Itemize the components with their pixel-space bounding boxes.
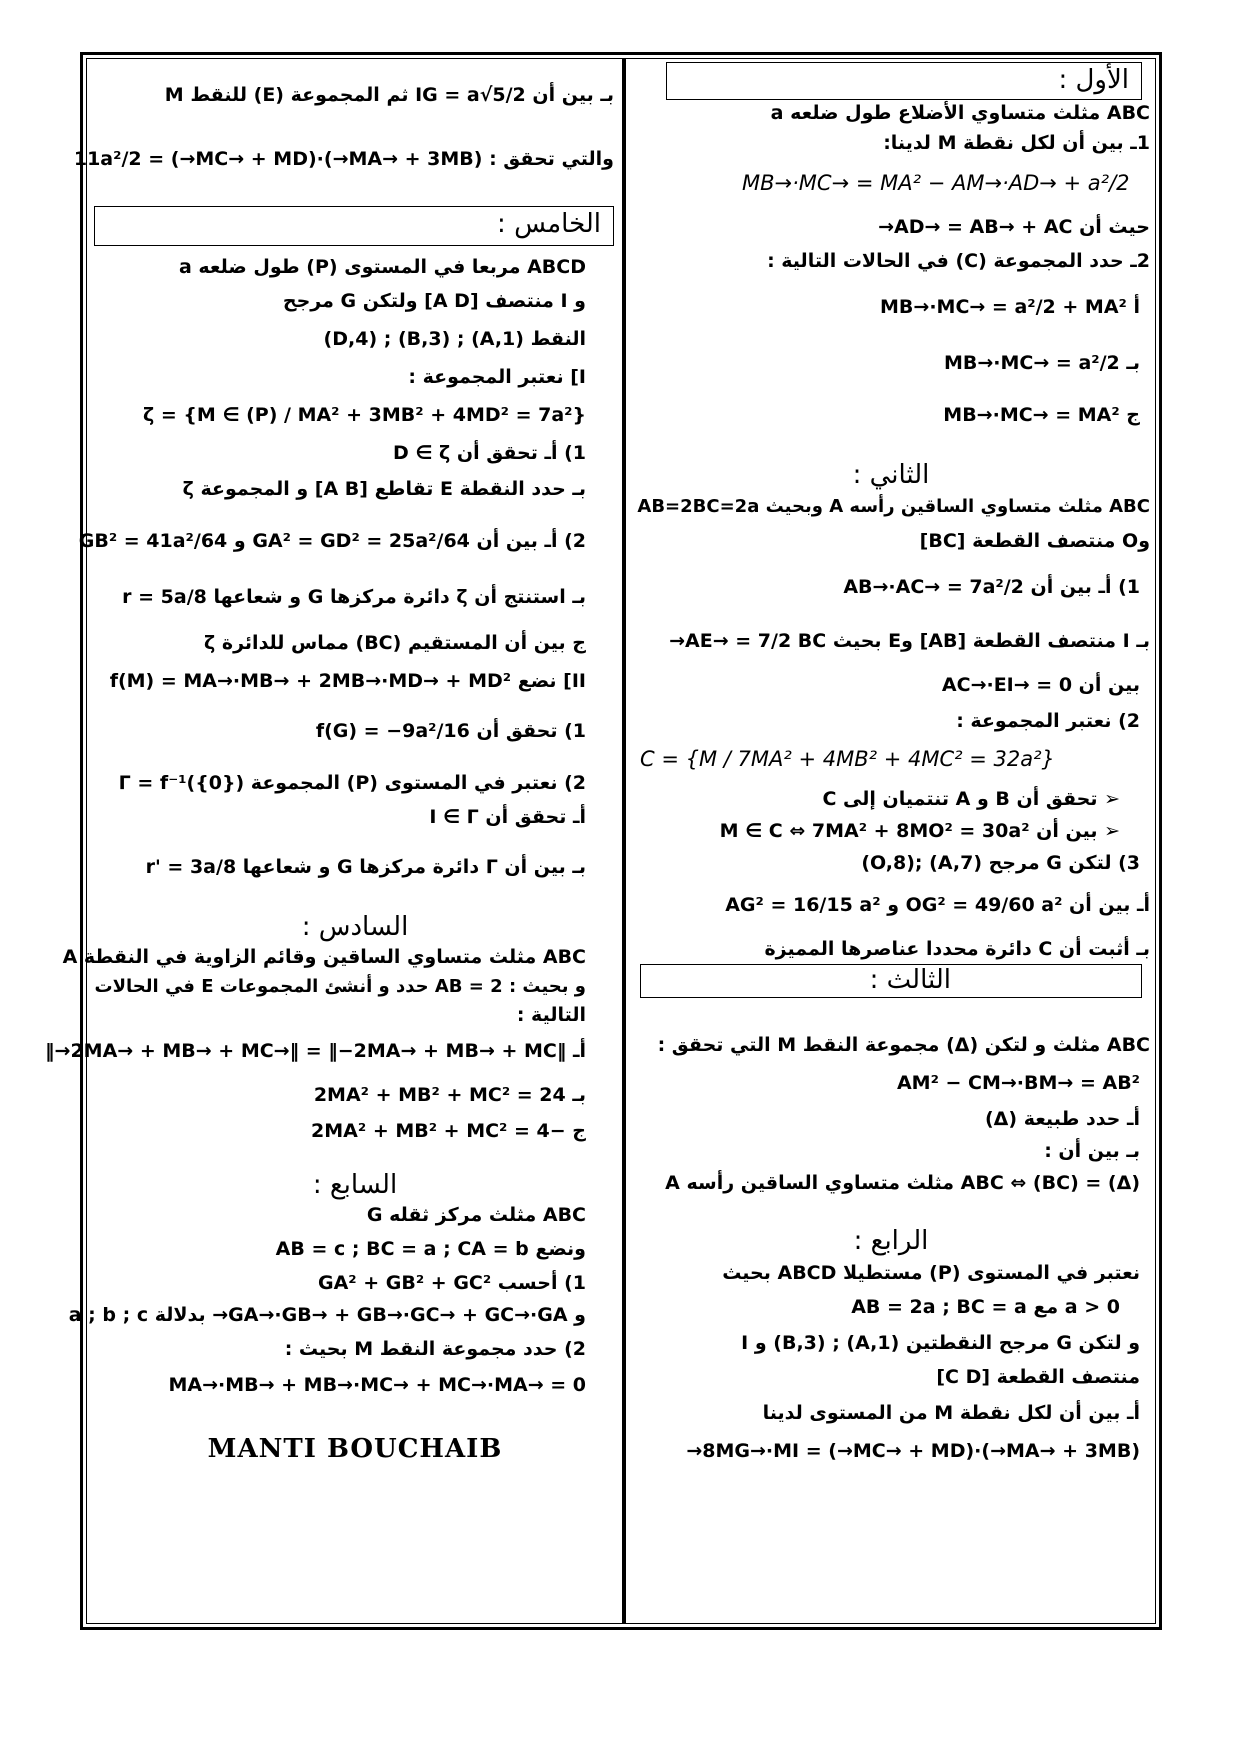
ex4-cont-line-2: والتي تحقق : (MA→ + 3MB→)·(MC→ + MD→) = 11a²/2	[73, 148, 614, 170]
exercise-1-title-box	[666, 62, 1142, 100]
exercise-4-title: الرابع :	[853, 1226, 929, 1256]
ex6-line-4: أـ ‖2MA→ + MB→ + MC→‖ = ‖−2MA→ + MB→ + MC→‖	[45, 1040, 586, 1062]
exercise-6-title: السادس :	[301, 912, 409, 942]
ex4-line-5: أـ بين أن لكل نقطة M من المستوى لدينا	[762, 1402, 1140, 1424]
exercise-3-title: الثالث :	[869, 965, 951, 995]
ex4-line-3: و لتكن G مرجح النقطتين (A,1) ; (B,3) و I	[741, 1332, 1140, 1354]
ex5-line-2: و I منتصف [A D] ولتكن G مرجح	[282, 290, 586, 312]
ex2-line-10: 3) لتكن G مرجح (A,7) ;(O,8)	[861, 852, 1140, 874]
right-column	[632, 62, 1150, 1618]
ex4-cont-line-1: بـ بين أن IG = a√5/2 ثم المجموعة (E) للنقط M	[164, 84, 614, 106]
ex4-line-4: منتصف القطعة [C D]	[936, 1366, 1140, 1388]
ex1-line-8: ج MB→·MC→ = MA²	[943, 404, 1140, 426]
left-column	[45, 62, 616, 1618]
ex5-line-13: 2) نعتبر في المستوى (P) المجموعة Γ = f⁻¹({0})	[118, 772, 586, 794]
ex5-line-11: II] نضع f(M) = MA→·MB→ + 2MB→·MD→ + MD²	[109, 670, 586, 692]
ex2-line-12: بـ أثبت أن C دائرة محددا عناصرها المميزة	[764, 938, 1150, 960]
ex2-line-7: C = {M / 7MA² + 4MB² + 4MC² = 32a²}	[640, 747, 1055, 771]
ex3-line-1: ABC مثلث و لتكن (Δ) مجموعة النقط M التي تحقق :	[657, 1034, 1150, 1056]
exercise-2-title: الثاني :	[852, 460, 930, 490]
ex6-line-5: بـ 2MA² + MB² + MC² = 24	[313, 1084, 586, 1106]
ex2-line-4: بـ I منتصف القطعة [AB] وE بحيث AE→ = 7/2 BC→	[669, 630, 1150, 652]
ex3-line-5: (Δ) = (BC) ⇔ ABC مثلث متساوي الساقين رأسه A	[665, 1172, 1140, 1194]
ex1-line-1: ABC مثلث متساوي الأضلاع طول ضلعه a	[770, 102, 1150, 124]
ex3-line-2: AM² − CM→·BM→ = AB²	[896, 1072, 1140, 1094]
column-divider	[622, 58, 626, 1624]
ex5-line-10: ج بين أن المستقيم (BC) مماس للدائرة ζ	[204, 632, 586, 654]
ex1-line-7: بـ MB→·MC→ = a²/2	[944, 352, 1140, 374]
ex3-line-3: أـ حدد طبيعة (Δ)	[984, 1108, 1140, 1130]
ex2-line-2: وO منتصف القطعة [BC]	[919, 530, 1150, 552]
ex3-line-4: بـ بين أن :	[1044, 1140, 1140, 1162]
exercise-1-title: الأول :	[1058, 65, 1129, 95]
ex7-line-4: و GA→·GB→ + GB→·GC→ + GC→·GA→ بدلالة a ; b ; c	[68, 1304, 586, 1326]
ex5-line-4: I] نعتبر المجموعة :	[408, 366, 586, 388]
author-name: MANTI BOUCHAIB	[207, 1434, 503, 1464]
ex5-line-1: ABCD مربعا في المستوى (P) طول ضلعه a	[178, 256, 586, 278]
ex4-line-6: (MA→ + 3MB→)·(MC→ + MD→) = 8MG→·MI→	[686, 1440, 1140, 1462]
ex1-line-5: 2ـ حدد المجموعة (C) في الحالات التالية :	[767, 250, 1150, 272]
exercise-5-title-box	[94, 206, 614, 246]
ex2-line-11: أـ بين أن OG² = 49/60 a² و AG² = 16/15 a²	[725, 894, 1150, 916]
ex1-line-6: أ MB→·MC→ = a²/2 + MA²	[880, 296, 1140, 318]
ex5-line-14: أـ تحقق أن I ∈ Γ	[429, 806, 586, 828]
ex7-line-5: 2) حدد مجموعة النقط M بحيث :	[284, 1338, 586, 1360]
ex6-line-6: ج −2MA² + MB² + MC² = 4	[311, 1120, 586, 1142]
ex2-line-5: بين أن AC→·EI→ = 0	[941, 674, 1140, 696]
ex2-line-3: 1) أـ بين أن AB→·AC→ = 7a²/2	[843, 576, 1140, 598]
ex4-line-1: نعتبر في المستوى (P) مستطيلا ABCD بحيث	[722, 1262, 1140, 1284]
ex2-line-1: ABC مثلث متساوي الساقين رأسه A وبحيث AB=2BC=2a	[637, 496, 1150, 517]
ex5-line-3: النقط (A,1) ; (B,3) ; (D,4)	[323, 328, 586, 350]
ex5-line-9: بـ استنتج أن ζ دائرة مركزها G و شعاعها r = 5a/8	[122, 586, 586, 608]
ex1-line-4: حيث أن AD→ = AB→ + AC→	[878, 216, 1150, 238]
ex2-line-6: 2) نعتبر المجموعة :	[956, 710, 1140, 732]
exercise-7-title: السابع :	[312, 1170, 398, 1200]
ex6-line-3: التالية :	[516, 1004, 586, 1026]
ex7-line-3: 1) أحسب GA² + GB² + GC²	[318, 1272, 586, 1294]
ex2-line-8: ➢ تحقق أن B و A تنتميان إلى C	[822, 788, 1120, 810]
ex7-line-2: ونضع AB = c ; BC = a ; CA = b	[275, 1238, 586, 1260]
ex7-line-6: MA→·MB→ + MB→·MC→ + MC→·MA→ = 0	[168, 1374, 586, 1396]
ex1-line-3: MB→·MC→ = MA² − AM→·AD→ + a²/2	[742, 171, 1130, 195]
ex1-line-2: 1ـ بين أن لكل نقطة M لدينا:	[883, 132, 1150, 154]
ex4-line-2: a > 0 مع AB = 2a ; BC = a	[851, 1296, 1120, 1318]
ex2-line-9: ➢ بين أن M ∈ C ⇔ 7MA² + 8MO² = 30a²	[719, 820, 1120, 842]
ex5-line-6: 1) أـ تحقق أن D ∈ ζ	[392, 442, 586, 464]
ex5-line-8: 2) أـ بين أن GA² = GD² = 25a²/64 و GB² = 41a²/64	[78, 530, 586, 552]
ex5-line-7: بـ حدد النقطة E تقاطع [A B] و المجموعة ζ	[182, 478, 586, 500]
ex6-line-2: و بحيث : AB = 2 حدد و أنشئ المجموعات E في الحالات	[94, 976, 586, 997]
ex5-line-5: ζ = {M ∈ (P) / MA² + 3MB² + 4MD² = 7a²}	[143, 404, 586, 426]
ex5-line-15: بـ بين أن Γ دائرة مركزها G و شعاعها r' = 3a/8	[145, 856, 586, 878]
exercise-5-title: الخامس :	[497, 209, 601, 239]
ex7-line-1: ABC مثلث مركز ثقله G	[366, 1204, 586, 1226]
ex5-line-12: 1) تحقق أن f(G) = −9a²/16	[315, 720, 586, 742]
exercise-3-title-box	[640, 964, 1142, 998]
ex6-line-1: ABC مثلث متساوي الساقين وقائم الزاوية في النقطة A	[62, 946, 586, 968]
